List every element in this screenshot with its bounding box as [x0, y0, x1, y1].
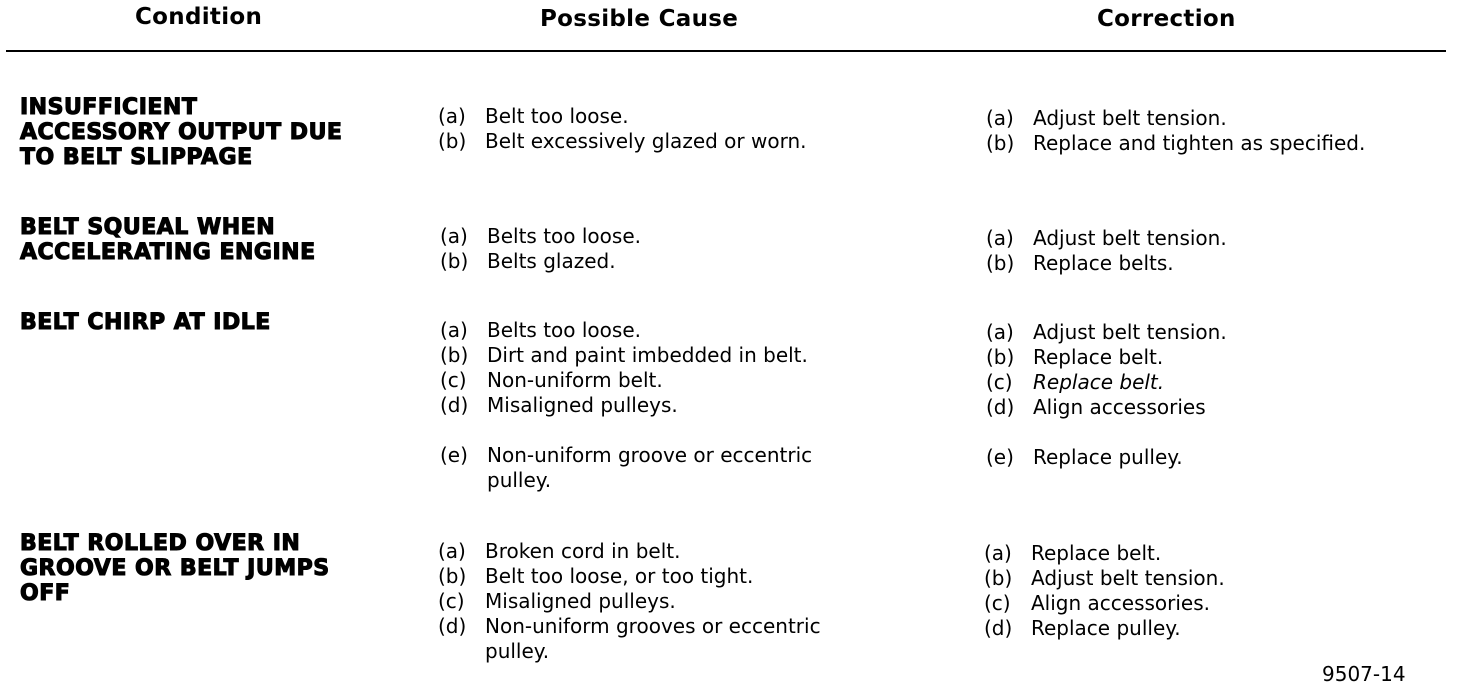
item-letter: (a)	[986, 226, 1014, 250]
item-text: Replace belts.	[1033, 251, 1174, 275]
condition-line: TO BELT SLIPPAGE	[20, 145, 253, 170]
item-letter: (d)	[438, 614, 467, 638]
item-text: Replace belt.	[1031, 541, 1162, 565]
cause-list	[440, 224, 641, 274]
item-text: Belts too loose.	[487, 318, 641, 342]
item-letter: (b)	[984, 566, 1013, 590]
item-letter: (e)	[986, 445, 1014, 469]
header-possible-cause: Possible Cause	[540, 6, 739, 32]
item-letter: (a)	[440, 318, 468, 342]
item-text: Align accessories.	[1031, 591, 1211, 615]
item-letter: (d)	[986, 395, 1015, 419]
condition-line: BELT SQUEAL WHEN	[20, 215, 276, 240]
item-letter: (a)	[438, 539, 466, 563]
cause-item	[440, 224, 641, 249]
cause-item	[438, 589, 821, 614]
item-letter: (b)	[438, 564, 467, 588]
item-letter: (a)	[986, 106, 1014, 130]
item-letter: (b)	[438, 129, 467, 153]
item-letter: (b)	[986, 131, 1015, 155]
header-correction: Correction	[1097, 6, 1236, 32]
item-text: Non-uniform belt.	[487, 368, 663, 392]
condition-belt-chirp	[20, 310, 271, 335]
header-divider	[6, 50, 1446, 52]
item-text: Replace pulley.	[1031, 616, 1181, 640]
correction-list	[986, 106, 1365, 156]
item-text: Adjust belt tension.	[1033, 320, 1227, 344]
item-text: Replace pulley.	[1033, 445, 1183, 469]
correction-item	[986, 395, 1227, 420]
correction-item	[986, 106, 1365, 131]
condition-line: INSUFFICIENT	[20, 95, 198, 120]
item-letter: (c)	[440, 368, 467, 392]
cause-list	[440, 318, 812, 493]
cause-item	[440, 443, 812, 493]
correction-item	[986, 131, 1365, 156]
item-text: Adjust belt tension.	[1033, 106, 1227, 130]
item-letter: (a)	[438, 104, 466, 128]
item-letter: (a)	[984, 541, 1012, 565]
item-text: Misaligned pulleys.	[485, 589, 676, 613]
item-text: Belts glazed.	[487, 249, 616, 273]
item-letter: (c)	[438, 589, 465, 613]
item-letter: (b)	[986, 345, 1015, 369]
item-text: Belts too loose.	[487, 224, 641, 248]
item-letter: (b)	[986, 251, 1015, 275]
cause-item	[438, 614, 821, 664]
item-letter: (b)	[440, 249, 469, 273]
item-text: Broken cord in belt.	[485, 539, 681, 563]
item-letter: (a)	[440, 224, 468, 248]
cause-item	[440, 343, 812, 368]
item-letter: (b)	[440, 343, 469, 367]
condition-belt-rolled-over	[20, 531, 330, 606]
item-text: pulley.	[485, 639, 550, 663]
condition-line: OFF	[20, 581, 71, 606]
cause-item	[440, 249, 641, 274]
cause-item	[438, 539, 821, 564]
item-text: Dirt and paint imbedded in belt.	[487, 343, 808, 367]
item-letter: (d)	[440, 393, 469, 417]
item-text: Belt too loose, or too tight.	[485, 564, 754, 588]
figure-number: 9507-14	[1322, 662, 1406, 686]
item-text: Belt excessively glazed or worn.	[485, 129, 807, 153]
header-condition: Condition	[135, 4, 263, 30]
cause-item	[440, 393, 812, 418]
cause-item	[440, 318, 812, 343]
correction-item	[986, 320, 1227, 345]
correction-list	[984, 541, 1225, 641]
correction-item	[986, 445, 1227, 470]
correction-item	[986, 226, 1227, 251]
item-text: Non-uniform groove or eccentric	[487, 443, 813, 467]
item-text: Replace belt.	[1033, 345, 1164, 369]
condition-line: ACCESSORY OUTPUT DUE	[20, 120, 343, 145]
correction-list	[986, 226, 1227, 276]
condition-line: BELT ROLLED OVER IN	[20, 531, 301, 556]
cause-item	[438, 104, 806, 129]
cause-item	[438, 129, 806, 154]
item-letter: (e)	[440, 443, 468, 467]
item-text: Replace and tighten as specified.	[1033, 131, 1366, 155]
item-text: Adjust belt tension.	[1033, 226, 1227, 250]
item-text: Belt too loose.	[485, 104, 629, 128]
condition-line: GROOVE OR BELT JUMPS	[20, 556, 330, 581]
correction-item	[984, 616, 1225, 641]
correction-item	[986, 251, 1227, 276]
item-letter: (c)	[984, 591, 1011, 615]
correction-list	[986, 320, 1227, 470]
cause-list	[438, 104, 806, 154]
item-letter: (a)	[986, 320, 1014, 344]
correction-item	[986, 345, 1227, 370]
item-text: Replace belt.	[1033, 370, 1165, 394]
correction-item	[984, 541, 1225, 566]
cause-item	[438, 564, 821, 589]
correction-item	[984, 591, 1225, 616]
item-text: Adjust belt tension.	[1031, 566, 1225, 590]
condition-insufficient-output	[20, 95, 342, 170]
item-text: pulley.	[487, 468, 552, 492]
condition-belt-squeal	[20, 215, 316, 265]
item-letter: (d)	[984, 616, 1013, 640]
condition-line: BELT CHIRP AT IDLE	[20, 310, 271, 335]
cause-list	[438, 539, 821, 664]
correction-item	[984, 566, 1225, 591]
item-text: Non-uniform grooves or eccentric	[485, 614, 821, 638]
item-letter: (c)	[986, 370, 1013, 394]
item-text: Align accessories	[1033, 395, 1206, 419]
correction-item	[986, 370, 1227, 395]
condition-line: ACCELERATING ENGINE	[20, 240, 316, 265]
item-text: Misaligned pulleys.	[487, 393, 678, 417]
cause-item	[440, 368, 812, 393]
